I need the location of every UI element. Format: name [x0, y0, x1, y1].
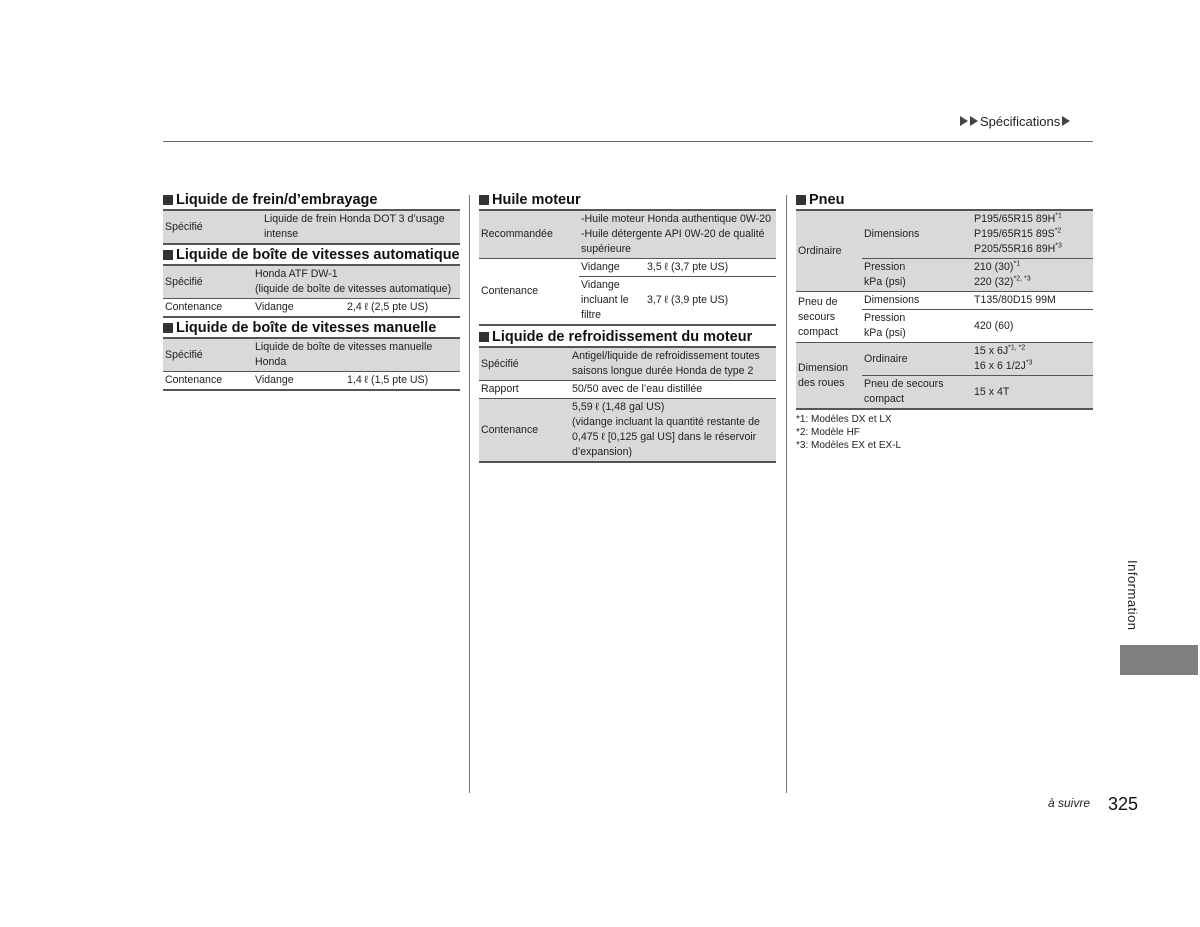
- section-title-auto-transmission: Liquide de boîte de vitesses automatique: [163, 247, 460, 264]
- table-row: Contenance Vidange 3,5 ℓ (3,7 pte US): [479, 259, 776, 277]
- triangle-right-icon: [960, 116, 968, 126]
- section-title-engine-oil: Huile moteur: [479, 192, 776, 209]
- column-divider: [469, 195, 470, 793]
- footnote: *2: Modèle HF: [796, 427, 860, 438]
- section-title-coolant: Liquide de refroidissement du moteur: [479, 329, 776, 346]
- section-tab-marker[interactable]: [1120, 645, 1198, 675]
- square-bullet-icon: [163, 195, 173, 205]
- table-row: Spécifié Liquide de boîte de vitesses manuelle Honda: [163, 338, 460, 372]
- breadcrumb-label: Spécifications: [980, 113, 1061, 129]
- engine-oil-table: [479, 209, 776, 326]
- section-tab-label: Information: [1125, 560, 1140, 631]
- table-row: Pression kPa (psi) 210 $(30)^{*1}$ 220 $(32)^{*2, *3}$: [796, 259, 1093, 292]
- square-bullet-icon: [163, 323, 173, 333]
- table-row: Contenance 5,59 ℓ (1,48 gal US) (vidange incluant la quantité restante de 0,475 ℓ [0,125 gal US] dans le réservoir d’expansion): [479, 399, 776, 463]
- triangle-right-icon: [1062, 116, 1070, 126]
- table-row: Vidange incluant le filtre 3,7 ℓ (3,9 pte US): [479, 277, 776, 326]
- tire-table: [796, 209, 1093, 410]
- column-2: [479, 192, 776, 463]
- table-row: Pneu de secours compact Dimensions T135/80D15 99M: [796, 292, 1093, 310]
- table-row: Spécifié Antigel/liquide de refroidissement toutes saisons longue durée Honda de type 2: [479, 347, 776, 381]
- triangle-right-icon: [970, 116, 978, 126]
- continued-label: à suivre: [1048, 796, 1091, 810]
- auto-transmission-table: [163, 264, 460, 318]
- manual-transmission-table: [163, 337, 460, 391]
- table-row: Pression kPa (psi) 420 (60): [796, 310, 1093, 343]
- square-bullet-icon: [163, 250, 173, 260]
- section-title-tires: Pneu: [796, 192, 1093, 209]
- footnote: *3: Modèles EX et EX-L: [796, 440, 902, 451]
- square-bullet-icon: [479, 195, 489, 205]
- brake-fluid-table: [163, 209, 460, 245]
- footnote: *1: Modèles DX et LX: [796, 414, 892, 425]
- section-title-brake: Liquide de frein/d’embrayage: [163, 192, 460, 209]
- square-bullet-icon: [796, 195, 806, 205]
- table-row: Rapport 50/50 avec de l’eau distillée: [479, 381, 776, 399]
- table-row: Contenance Vidange 2,4 ℓ (2,5 pte US): [163, 299, 460, 318]
- page-number: 325: [1108, 794, 1139, 814]
- header-divider: [163, 141, 1093, 142]
- table-row: Recommandée -Huile moteur Honda authentique 0W-20 -Huile détergente API 0W-20 de qualité supérieure: [479, 210, 776, 259]
- table-row: Contenance Vidange 1,4 ℓ (1,5 pte US): [163, 372, 460, 391]
- table-row: Spécifié Honda ATF DW-1 (liquide de boîte de vitesses automatique): [163, 265, 460, 299]
- column-1: [163, 192, 460, 391]
- coolant-table: [479, 346, 776, 463]
- breadcrumb: [960, 112, 1095, 130]
- column-3: [796, 192, 1093, 452]
- footnotes: [796, 413, 1093, 452]
- square-bullet-icon: [479, 332, 489, 342]
- table-row: Pneu de secours compact 15 x 4T: [796, 376, 1093, 410]
- table-row: Dimension des roues Ordinaire 15 x $6J^{*1, *2}$ 16 x 6 $1/2J^{*3}$: [796, 343, 1093, 376]
- column-divider: [786, 195, 787, 793]
- section-title-manual-transmission: Liquide de boîte de vitesses manuelle: [163, 320, 460, 337]
- table-row: Spécifié Liquide de frein Honda DOT 3 d’usage intense: [163, 210, 460, 244]
- table-row: Ordinaire Dimensions P195/65R15 $89H^{*1}$ P195/65R15 $89S^{*2}$ P205/55R16 $89H^{*3}$: [796, 210, 1093, 259]
